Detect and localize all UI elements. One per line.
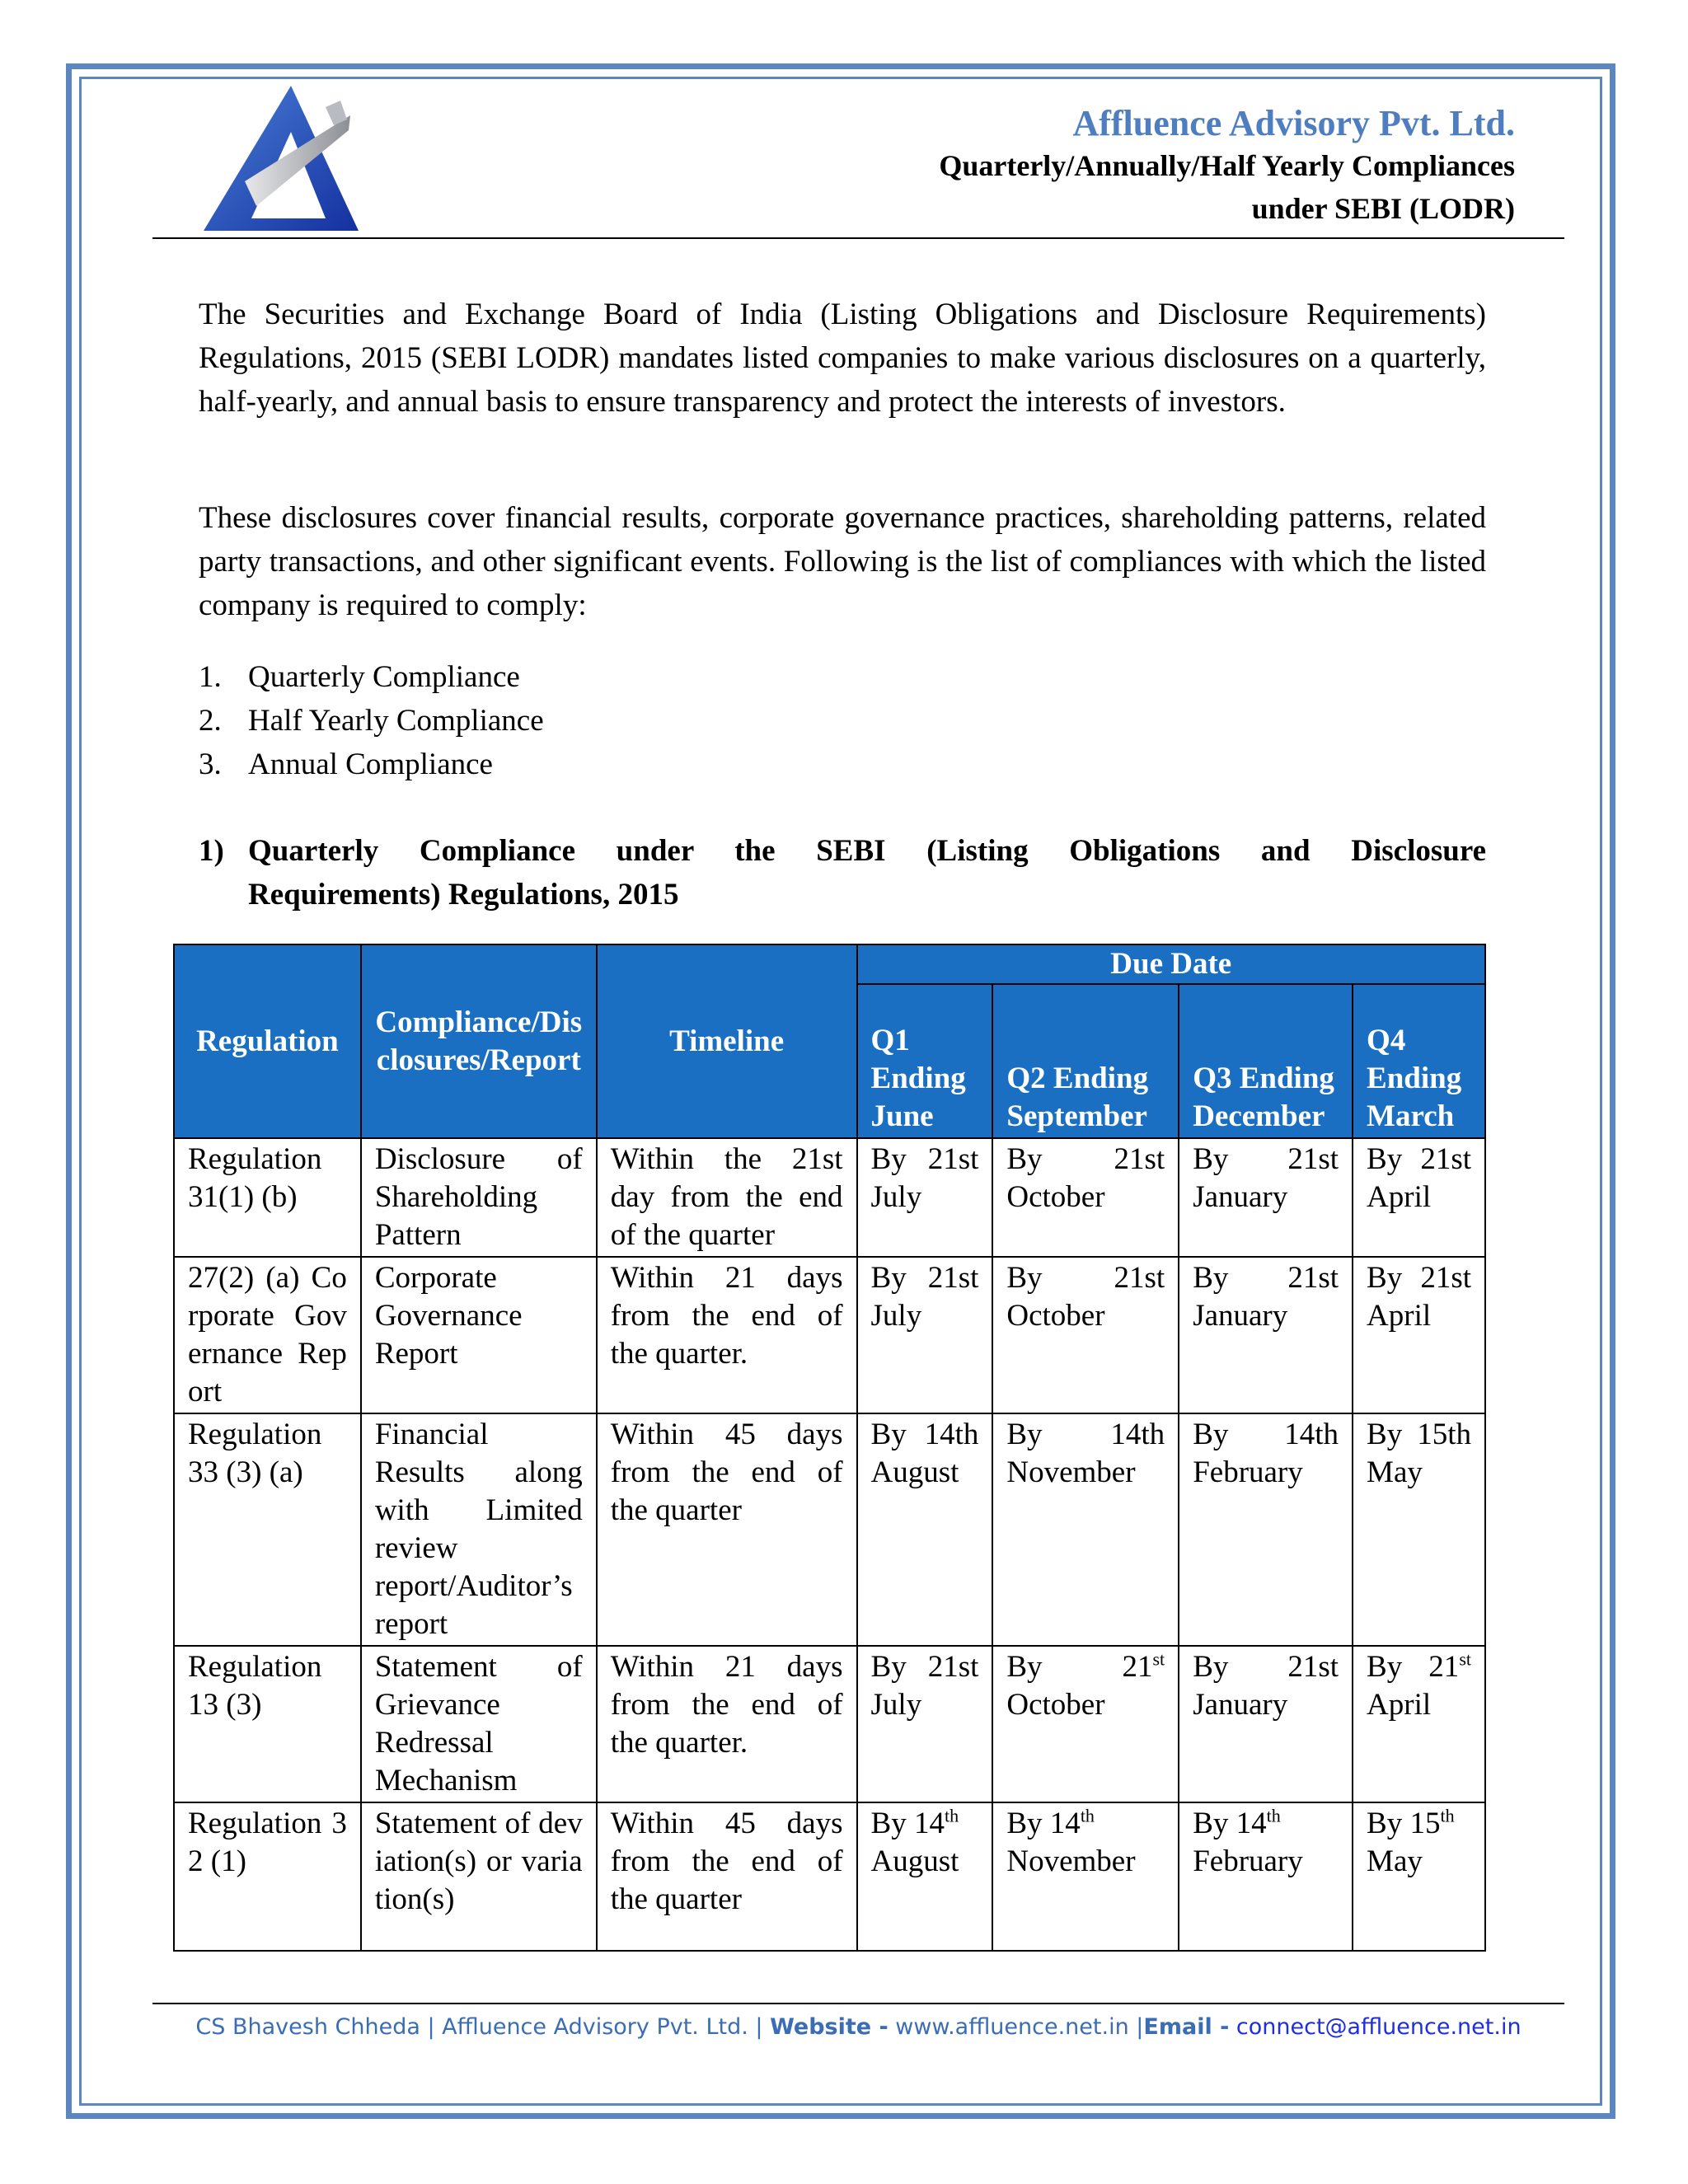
regulation-cell: Regulation 32 (1) [174, 1802, 361, 1951]
footer-author: CS Bhavesh Chheda | Affluence Advisory Pvt. Ltd. | [195, 2014, 763, 2040]
compliance-cell: Disclosure of Shareholding Pattern [361, 1138, 597, 1257]
document-subtitle: Quarterly/Annually/Half Yearly Compliances [939, 149, 1515, 182]
section-title-line2: Requirements) Regulations, 2015 [248, 878, 679, 912]
timeline-cell: Within the 21st day from the end of the quarter [597, 1138, 857, 1257]
page-footer: CS Bhavesh Chheda | Affluence Advisory Pvt. Ltd. | Website - www.affluence.net.in |Email - connect@affluence.net.in [195, 2014, 1522, 2040]
q3-cell: By 21st January [1179, 1646, 1353, 1802]
regulation-cell: Regulation 31(1) (b) [174, 1138, 361, 1257]
q4-cell: By 15th May [1353, 1413, 1485, 1646]
footer-divider [152, 2003, 1564, 2004]
regulation-cell: 27(2) (a) Corporate Governance Report [174, 1257, 361, 1413]
q1-cell: By 14th August [857, 1802, 993, 1951]
regulation-cell: Regulation 13 (3) [174, 1646, 361, 1802]
timeline-cell: Within 45 days from the end of the quarter [597, 1802, 857, 1951]
header-regulation: Regulation [174, 944, 361, 1138]
header-due-date: Due Date [857, 944, 1485, 984]
intro-paragraph-2: These disclosures cover financial results, corporate governance practices, shareholding patterns, related party transactions, and other significant events. Following is the list of compliances with which the listed company is required to comply: [199, 501, 1486, 622]
footer-website-link[interactable]: www.affluence.net.in [895, 2014, 1129, 2040]
q1-cell: By 14th August [857, 1413, 993, 1646]
q2-cell: By 21st October [992, 1646, 1179, 1802]
q4-cell: By 21st April [1353, 1138, 1485, 1257]
q1-cell: By 21st July [857, 1138, 993, 1257]
header-divider [152, 237, 1564, 239]
header-timeline: Timeline [597, 944, 857, 1138]
table-row [174, 1413, 1485, 1646]
compliance-cell: Financial Results along with Limited review report/Auditor’s report [361, 1413, 597, 1646]
q3-cell: By 14th February [1179, 1413, 1353, 1646]
timeline-cell: Within 21 days from the end of the quarter. [597, 1646, 857, 1802]
q3-cell: By 21st January [1179, 1138, 1353, 1257]
compliance-cell: Statement of Grievance Redressal Mechanism [361, 1646, 597, 1802]
header-q3: Q3 Ending December [1179, 984, 1353, 1138]
table-row [174, 1802, 1485, 1951]
q2-cell: By 14th November [992, 1802, 1179, 1951]
compliance-cell: Corporate Governance Report [361, 1257, 597, 1413]
q4-cell: By 21st April [1353, 1257, 1485, 1413]
q3-cell: By 14th February [1179, 1802, 1353, 1951]
list-item: 2. Half Yearly Compliance [199, 704, 544, 738]
intro-paragraph: The Securities and Exchange Board of India (Listing Obligations and Disclosure Requirements) Regulations, 2015 (SEBI LODR) mandates listed companies to make various disclosures on a quarterly, half-yearly, and annual basis to ensure transparency and protect the interests of investors. [199, 298, 1486, 419]
q2-cell: By 14th November [992, 1413, 1179, 1646]
header-q1: Q1 Ending June [857, 984, 993, 1138]
table-row [174, 1138, 1485, 1257]
quarterly-compliance-table [173, 944, 1486, 1952]
q1-cell: By 21st July [857, 1646, 993, 1802]
company-name: Affluence Advisory Pvt. Ltd. [1072, 103, 1515, 143]
timeline-cell: Within 45 days from the end of the quarter [597, 1413, 857, 1646]
document-subtitle-line2: under SEBI (LODR) [1251, 192, 1515, 225]
timeline-cell: Within 21 days from the end of the quarter. [597, 1257, 857, 1413]
footer-email-label: Email - [1143, 2014, 1230, 2040]
header-q4: Q4 Ending March [1353, 984, 1485, 1138]
q4-cell: By 21st April [1353, 1646, 1485, 1802]
compliance-cell: Statement of deviation(s) or variation(s) [361, 1802, 597, 1951]
company-logo-icon [202, 82, 359, 235]
list-item: 3. Annual Compliance [199, 748, 493, 781]
header-q2: Q2 Ending September [992, 984, 1179, 1138]
section-title: Quarterly Compliance under the SEBI (Listing Obligations and Disclosure [248, 834, 1486, 868]
table-row [174, 1257, 1485, 1413]
section-heading: 1) Quarterly Compliance under the SEBI (Listing Obligations and Disclosure Requirements) Regulations, 2015 [199, 829, 1486, 916]
list-item: 1. Quarterly Compliance [199, 660, 520, 694]
footer-email-link[interactable]: connect@affluence.net.in [1236, 2014, 1522, 2040]
q4-cell: By 15th May [1353, 1802, 1485, 1951]
header-compliance: Compliance/Disclosures/Report [361, 944, 597, 1138]
q2-cell: By 21st October [992, 1257, 1179, 1413]
regulation-cell: Regulation 33 (3) (a) [174, 1413, 361, 1646]
q1-cell: By 21st July [857, 1257, 993, 1413]
table-row [174, 1646, 1485, 1802]
compliance-list [199, 655, 544, 786]
q3-cell: By 21st January [1179, 1257, 1353, 1413]
footer-website-label: Website - [770, 2014, 889, 2040]
q2-cell: By 21st October [992, 1138, 1179, 1257]
